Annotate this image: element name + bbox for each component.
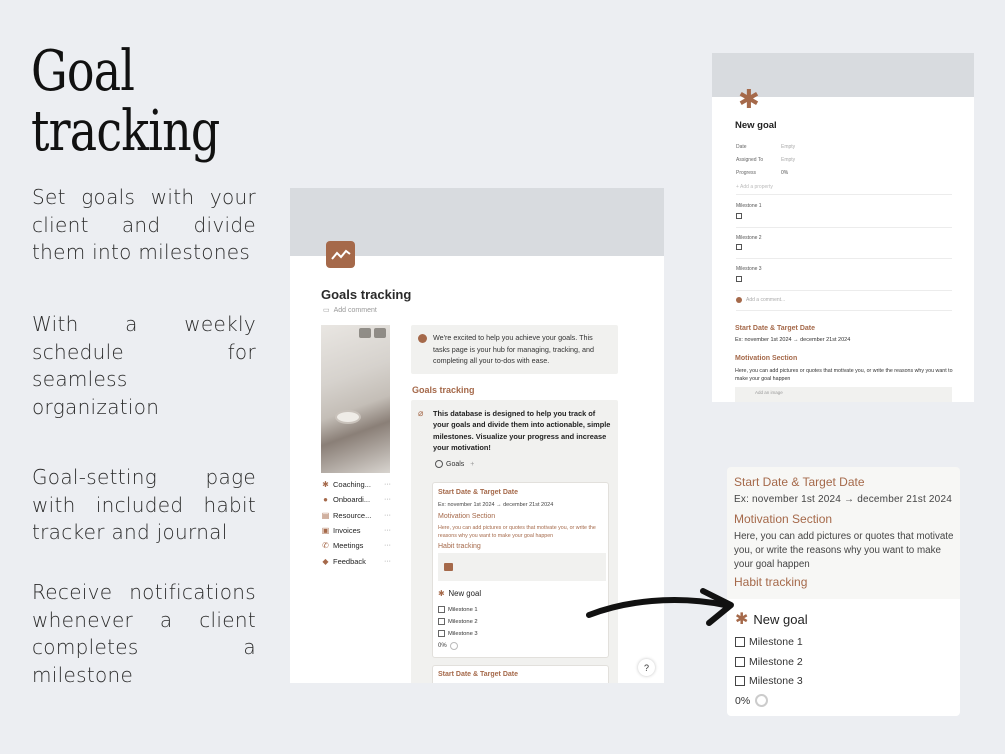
divider bbox=[736, 227, 952, 228]
milestone-checkbox[interactable] bbox=[438, 630, 478, 637]
card-date-heading: Start Date & Target Date bbox=[438, 671, 519, 678]
asterisk-icon: ✱ bbox=[438, 589, 445, 598]
feature-text: With a weekly schedule for seamless organization bbox=[32, 312, 256, 419]
milestone-label: Milestone 2 bbox=[736, 235, 762, 241]
divider bbox=[736, 194, 952, 195]
sidebar-nav bbox=[321, 477, 391, 569]
hero-title bbox=[31, 39, 236, 164]
milestone-checkbox[interactable] bbox=[736, 213, 742, 219]
milestone-checkbox[interactable] bbox=[735, 656, 803, 668]
database-intro: This database is designed to help you track of your goals and divide them into actionable, simple milestones. Visualize your progress and increase your motivation! bbox=[433, 409, 611, 453]
more-icon[interactable]: ··· bbox=[384, 496, 391, 504]
image-tool-icon[interactable] bbox=[359, 328, 371, 338]
more-icon[interactable]: ··· bbox=[384, 557, 391, 565]
asterisk-icon: ✱ bbox=[322, 480, 329, 490]
sidebar-item-label: Invoices bbox=[333, 526, 361, 536]
comment-icon: ▭ bbox=[323, 307, 330, 314]
motivation-text: Here, you can add pictures or quotes that motivate you, or write the reasons why you want to make your goal happen bbox=[735, 368, 953, 382]
progress-indicator bbox=[438, 642, 458, 650]
checkbox-icon bbox=[438, 630, 445, 637]
hero-title-line1: Goal bbox=[31, 39, 135, 104]
sidebar-item-feedback[interactable] bbox=[321, 553, 391, 568]
add-view-button[interactable]: + bbox=[470, 460, 475, 468]
sidebar-item-label: Meetings bbox=[333, 541, 364, 551]
phone-icon: ✆ bbox=[322, 541, 329, 551]
tab-goals-label: Goals bbox=[446, 460, 465, 468]
date-example: Ex: november 1st 2024 → december 21st 2024 bbox=[734, 494, 952, 505]
card-goal-title bbox=[438, 589, 481, 598]
card-motivation-heading: Motivation Section bbox=[438, 513, 496, 520]
progress-ring-icon bbox=[450, 642, 458, 650]
goal-card[interactable] bbox=[432, 665, 609, 683]
divider bbox=[736, 290, 952, 291]
coffee-cup-graphic bbox=[335, 410, 361, 424]
new-goal-page-screenshot bbox=[712, 53, 974, 402]
add-property-button[interactable]: + Add a property bbox=[736, 184, 773, 190]
sidebar-item-invoices[interactable] bbox=[321, 523, 391, 538]
card-image-placeholder bbox=[438, 553, 606, 581]
more-icon[interactable]: ··· bbox=[384, 481, 391, 489]
progress-indicator bbox=[735, 694, 768, 707]
add-image-button[interactable]: Add an image bbox=[735, 387, 952, 402]
card-habit-heading: Habit tracking bbox=[438, 543, 481, 550]
property-value: Empty bbox=[781, 144, 796, 150]
property-row[interactable] bbox=[736, 157, 816, 163]
milestone-checkbox[interactable] bbox=[438, 606, 478, 613]
sidebar-item-label: Onboardi... bbox=[333, 495, 371, 505]
property-row[interactable] bbox=[736, 144, 816, 150]
feature-text: Set goals with your client and divide them into milestones bbox=[32, 185, 256, 264]
book-icon: ▤ bbox=[321, 510, 330, 520]
photo-toolbar bbox=[359, 328, 386, 338]
motivation-heading: Motivation Section bbox=[735, 355, 798, 362]
feature-text: Goal-setting page with included habit tracker and journal bbox=[32, 465, 256, 544]
add-comment-label: Add a comment... bbox=[746, 297, 786, 303]
milestone-checkbox[interactable] bbox=[735, 675, 803, 687]
milestone-checkbox[interactable] bbox=[438, 618, 478, 625]
help-button[interactable]: ? bbox=[638, 659, 655, 676]
habit-heading: Habit tracking bbox=[734, 575, 808, 589]
arrow-icon bbox=[585, 585, 737, 630]
property-key: Assigned To bbox=[736, 157, 764, 163]
checkbox-icon bbox=[735, 676, 745, 686]
checkbox-icon bbox=[735, 657, 745, 667]
callout-text: We're excited to help you achieve your goals. This tasks page is your hub for managing, tracking, and completing all your to-dos with ease. bbox=[433, 333, 595, 365]
page-title: Goals tracking bbox=[321, 287, 412, 302]
motivation-text: Here, you can add pictures or quotes that motivate you, or write the reasons why you want to make your goal happen bbox=[734, 531, 954, 570]
tab-goals[interactable] bbox=[435, 460, 464, 468]
welcome-callout bbox=[411, 325, 618, 374]
milestone-label: Milestone 1 bbox=[448, 606, 478, 613]
sidebar-item-resources[interactable] bbox=[321, 508, 391, 523]
milestone-label: Milestone 3 bbox=[736, 266, 762, 272]
card-motivation-text: Here, you can add pictures or quotes that motivate you, or write the reasons why you want to make your goal happen bbox=[438, 525, 596, 539]
milestone-label: Milestone 1 bbox=[749, 636, 803, 648]
checkbox-icon bbox=[438, 606, 445, 613]
sidebar-item-onboarding[interactable] bbox=[321, 492, 391, 507]
more-icon[interactable]: ··· bbox=[384, 511, 391, 519]
milestone-label: Milestone 3 bbox=[749, 675, 803, 687]
property-value: Empty bbox=[781, 157, 796, 163]
zoom-card-info bbox=[727, 467, 960, 600]
chart-icon bbox=[444, 563, 453, 571]
chat-icon: ● bbox=[323, 495, 328, 505]
divider bbox=[736, 310, 952, 311]
milestone-label: Milestone 3 bbox=[448, 630, 478, 637]
zoom-card-goal[interactable] bbox=[727, 599, 960, 716]
more-icon[interactable] bbox=[374, 328, 386, 338]
callout-dot-icon bbox=[418, 334, 427, 343]
feature-text: Receive notifications whenever a client completes a milestone bbox=[32, 580, 256, 687]
milestone-label: Milestone 2 bbox=[749, 656, 803, 668]
card-date-heading: Start Date & Target Date bbox=[438, 489, 519, 496]
progress-value: 0% bbox=[735, 694, 751, 707]
goal-card[interactable] bbox=[432, 482, 609, 658]
divider bbox=[736, 258, 952, 259]
asterisk-icon: ✱ bbox=[735, 611, 749, 628]
sidebar-item-label: Resource... bbox=[333, 510, 372, 520]
sidebar-item-coaching[interactable] bbox=[321, 477, 391, 492]
invoice-icon: ▣ bbox=[321, 526, 330, 536]
card-date-example: Ex: november 1st 2024 → december 21st 2024 bbox=[438, 502, 554, 508]
sidebar-item-meetings[interactable] bbox=[321, 538, 391, 553]
date-example: Ex: november 1st 2024 → december 21st 2024 bbox=[735, 337, 851, 343]
property-key: Date bbox=[736, 144, 747, 150]
section-heading: Goals tracking bbox=[412, 385, 475, 395]
more-icon[interactable]: ··· bbox=[384, 527, 391, 535]
add-comment-field[interactable] bbox=[736, 297, 785, 303]
progress-value: 0% bbox=[438, 643, 447, 649]
asterisk-icon[interactable]: ✱ bbox=[738, 84, 760, 114]
card-goal-label: New goal bbox=[448, 589, 482, 598]
goal-title-label: New goal bbox=[753, 611, 808, 627]
feedback-icon: ◆ bbox=[322, 556, 329, 566]
database-tabs bbox=[435, 460, 474, 468]
add-comment-label: Add comment bbox=[333, 306, 377, 314]
property-key: Progress bbox=[736, 170, 757, 176]
cover-photo bbox=[321, 325, 390, 473]
milestone-checkbox[interactable] bbox=[736, 244, 742, 250]
goal-title bbox=[735, 609, 808, 629]
property-row[interactable] bbox=[736, 170, 816, 176]
milestone-checkbox[interactable] bbox=[735, 636, 803, 648]
page-title: New goal bbox=[735, 120, 777, 131]
checkbox-icon bbox=[735, 637, 745, 647]
checkbox-icon bbox=[438, 618, 445, 625]
milestone-checkbox[interactable] bbox=[736, 276, 742, 282]
progress-ring-icon bbox=[755, 694, 768, 707]
add-comment-button[interactable] bbox=[323, 306, 377, 314]
property-value: 0% bbox=[781, 170, 789, 176]
goals-database bbox=[411, 400, 618, 683]
motivation-heading: Motivation Section bbox=[734, 512, 833, 526]
sidebar-item-label: Feedback bbox=[333, 556, 366, 566]
paperclip-icon: ⌀ bbox=[418, 408, 424, 418]
chart-icon[interactable] bbox=[326, 241, 355, 268]
date-heading: Start Date & Target Date bbox=[735, 325, 816, 332]
sidebar-item-label: Coaching... bbox=[333, 480, 371, 490]
date-heading: Start Date & Target Date bbox=[734, 475, 865, 489]
milestone-label: Milestone 1 bbox=[736, 203, 762, 209]
milestone-label: Milestone 2 bbox=[448, 618, 478, 625]
target-icon bbox=[435, 460, 443, 468]
more-icon[interactable]: ··· bbox=[384, 542, 391, 550]
avatar bbox=[736, 297, 742, 303]
hero-title-line2: tracking bbox=[31, 99, 220, 164]
